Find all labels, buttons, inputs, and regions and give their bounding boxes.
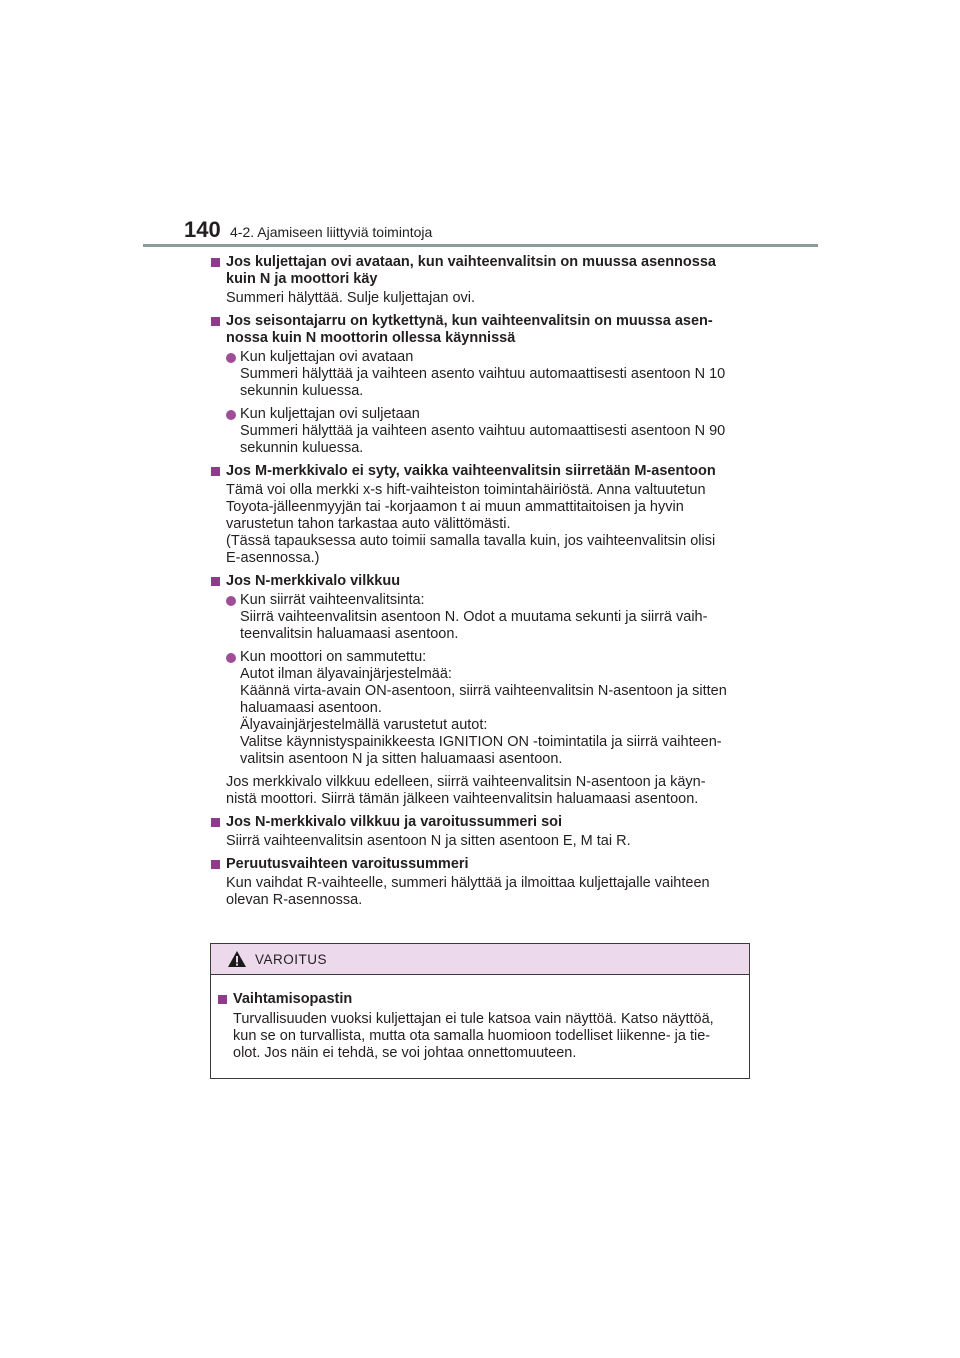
section-body: Summeri hälyttää. Sulje kuljettajan ovi. xyxy=(226,290,476,306)
list-item: Kun kuljettajan ovi suljetaan Summeri hälyttää ja vaihteen asento vaihtuu automaattisesti asentoon N 90 sekunnin kuluessa. xyxy=(210,406,751,457)
warning-triangle-icon xyxy=(227,950,247,968)
square-bullet-icon xyxy=(211,818,220,827)
warning-box xyxy=(210,943,750,1079)
circle-bullet-icon xyxy=(226,353,236,363)
section-n-indicator-flashes xyxy=(210,573,751,808)
content-body xyxy=(210,254,751,915)
warning-header xyxy=(211,944,749,975)
warning-text: Turvallisuuden vuoksi kuljettajan ei tule katsoa vain näyttöä. Katso näyttöä, kun se on turvallista, mutta ota samalla huomioon todelliset liikenne- ja tie- olot. Jos näin ei tehdä, se voi johtaa onnettomuuteen. xyxy=(233,1011,714,1061)
section-body: Kun vaihdat R-vaihteelle, summeri hälyttää ja ilmoittaa kuljettajalle vaihteen olevan R-asennossa. xyxy=(226,875,710,908)
section-heading: Jos seisontajarru on kytkettynä, kun vaihteenvalitsin on muussa asen- nossa kuin N moottorin ollessa käynnissä xyxy=(210,313,751,347)
section-body: Siirrä vaihteenvalitsin asentoon N ja sitten asentoon E, M tai R. xyxy=(226,833,631,849)
section-m-indicator xyxy=(210,463,751,567)
section-heading: Jos M-merkkivalo ei syty, vaikka vaihteenvalitsin siirretään M-asentoon xyxy=(210,463,751,480)
list-item: Kun moottori on sammutettu: Autot ilman älyavainjärjestelmää: Käännä virta-avain ON-asentoon, siirrä vaihteenvalitsin N-asentoon ja sitten haluamaasi asentoon. Älyavainjärjestelmällä varustetut autot: Valitse käynnistyspainikkeesta IGNITION ON -toimintatila ja siirrä vaihteen- valitsin asentoon N ja sitten haluamaasi asentoon. xyxy=(210,649,751,768)
square-bullet-icon xyxy=(211,577,220,586)
section-parking-brake xyxy=(210,313,751,457)
square-bullet-icon xyxy=(211,258,220,267)
circle-bullet-icon xyxy=(226,596,236,606)
section-n-indicator-buzzer xyxy=(210,814,751,850)
square-bullet-icon xyxy=(211,860,220,869)
section-reverse-buzzer xyxy=(210,856,751,909)
list-item: Kun siirrät vaihteenvalitsinta: Siirrä vaihteenvalitsin asentoon N. Odot a muutama sekunti ja siirrä vaih- teenvalitsin haluamaasi asentoon. xyxy=(210,592,751,643)
square-bullet-icon xyxy=(218,995,227,1004)
page-number: 140 xyxy=(184,217,221,242)
section-body: Tämä voi olla merkki x-s hift-vaihteiston toimintahäiriöstä. Anna valtuutetun Toyota-jälleenmyyjän tai -korjaamon t ai muun ammattitaitoisen ja hyvin varustetun tahon tarkastaa auto välittömästi. (Tässä tapauksessa auto toimii samalla tavalla kuin, jos vaihteenvalitsin olisi E-asennossa.) xyxy=(226,482,716,566)
list-item: Kun kuljettajan ovi avataan Summeri hälyttää ja vaihteen asento vaihtuu automaattisesti asentoon N 10 sekunnin kuluessa. xyxy=(210,349,751,400)
square-bullet-icon xyxy=(211,317,220,326)
section-body: Jos merkkivalo vilkkuu edelleen, siirrä vaihteenvalitsin N-asentoon ja käyn- nistä moottori. Siirrä tämän jälkeen vaihteenvalitsin haluamaasi asentoon. xyxy=(226,774,706,807)
section-heading: Jos N-merkkivalo vilkkuu ja varoitussummeri soi xyxy=(210,814,751,831)
section-heading: Peruutusvaihteen varoitussummeri xyxy=(210,856,751,873)
warning-heading: Vaihtamisopastin xyxy=(217,991,739,1008)
section-title: 4-2. Ajamiseen liittyviä toimintoja xyxy=(230,224,433,240)
section-door-open xyxy=(210,254,751,307)
header-divider xyxy=(143,244,818,247)
warning-body xyxy=(211,975,749,1062)
circle-bullet-icon xyxy=(226,410,236,420)
circle-bullet-icon xyxy=(226,653,236,663)
section-heading: Jos kuljettajan ovi avataan, kun vaihteenvalitsin on muussa asennossa kuin N ja moottori käy xyxy=(210,254,751,288)
warning-label: VAROITUS xyxy=(255,952,328,967)
section-heading: Jos N-merkkivalo vilkkuu xyxy=(210,573,751,590)
square-bullet-icon xyxy=(211,467,220,476)
